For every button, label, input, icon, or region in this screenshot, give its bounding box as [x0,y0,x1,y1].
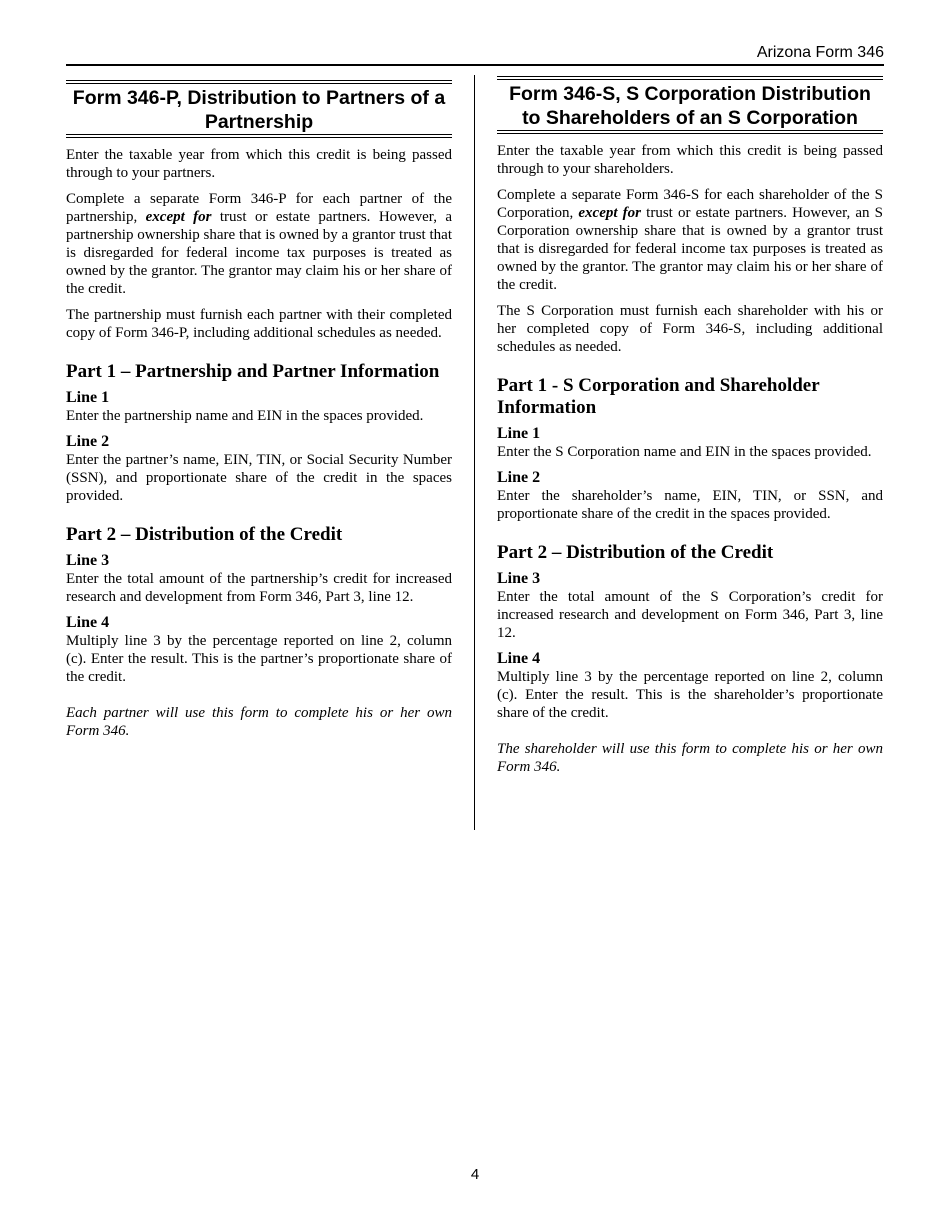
right-column-form-346-s [497,76,883,776]
form-346-s-title: Form 346-S, S Corporation Distribution to Shareholders of an S Corporation [497,76,883,134]
page-number: 4 [470,1166,480,1183]
form-346-p-title: Form 346-P, Distribution to Partners of a Partnership [66,80,452,138]
intro-2-after: trust or estate partners. However, an S Corporation ownership share that is owned by a grantor trust that is disregarded for federal income tax purposes is treated as owned by the grantor. The grantor may claim his or her share of the credit. [497,205,883,293]
intro-2-after: trust or estate partners. However, a partnership ownership share that is owned by a grantor trust that is disregarded for federal income tax purposes is treated as owned by the grantor. The grantor may claim his or her share of the credit. [66,209,452,297]
intro-paragraph-2 [497,186,883,294]
line-3-label: Line 3 [66,552,110,569]
line-1-label: Line 1 [66,389,110,406]
intro-paragraph-1: Enter the taxable year from which this credit is being passed through to your shareholders. [497,143,883,177]
line-4-label: Line 4 [66,614,110,631]
document-header-title: Arizona Form 346 [756,44,884,61]
line-2-text: Enter the shareholder’s name, EIN, TIN, or SSN, and proportionate share of the credit in the spaces provided. [497,488,883,522]
part-2-heading: Part 2 – Distribution of the Credit [497,542,774,563]
line-3-text: Enter the total amount of the S Corporation’s credit for increased research and development on Form 346, Part 3, line 12. [497,589,883,641]
line-1-label: Line 1 [497,425,541,442]
intro-2-before: Complete a separate Form 346-P for each partner of the partnership, [66,191,452,225]
line-4-label: Line 4 [497,650,541,667]
intro-2-emphasis: except for [145,209,212,225]
line-4-text: Multiply line 3 by the percentage reported on line 2, column (c). Enter the result. This is the partner’s proportionate share of the credit. [66,633,452,685]
intro-paragraph-1: Enter the taxable year from which this credit is being passed through to your partners. [66,147,452,181]
left-column-form-346-p [66,80,452,740]
closing-note: The shareholder will use this form to complete his or her own Form 346. [497,741,883,775]
part-1-heading: Part 1 – Partnership and Partner Information [66,361,440,382]
line-2-label: Line 2 [497,469,541,486]
line-2-label: Line 2 [66,433,110,450]
line-1-text: Enter the partnership name and EIN in the spaces provided. [66,408,424,424]
intro-2-before: Complete a separate Form 346-S for each shareholder of the S Corporation, [497,187,883,221]
closing-note: Each partner will use this form to complete his or her own Form 346. [66,705,452,739]
part-1-heading: Part 1 - S Corporation and Shareholder Information [497,375,820,418]
header-rule [66,64,884,66]
line-2-text: Enter the partner’s name, EIN, TIN, or Social Security Number (SSN), and proportionate share of the credit in the spaces provided. [66,452,452,504]
line-1-text: Enter the S Corporation name and EIN in the spaces provided. [497,444,872,460]
intro-paragraph-3: The S Corporation must furnish each shareholder with his or her completed copy of Form 346-S, including additional schedules as needed. [497,303,883,355]
line-3-text: Enter the total amount of the partnership’s credit for increased research and development from Form 346, Part 3, line 12. [66,571,452,605]
intro-paragraph-2 [66,190,452,298]
column-divider [474,75,475,830]
line-4-text: Multiply line 3 by the percentage reported on line 2, column (c). Enter the result. This is the shareholder’s proportionate share of the credit. [497,669,883,721]
part-2-heading: Part 2 – Distribution of the Credit [66,524,343,545]
line-3-label: Line 3 [497,570,541,587]
intro-2-emphasis: except for [578,205,642,221]
intro-paragraph-3: The partnership must furnish each partner with their completed copy of Form 346-P, including additional schedules as needed. [66,307,452,341]
